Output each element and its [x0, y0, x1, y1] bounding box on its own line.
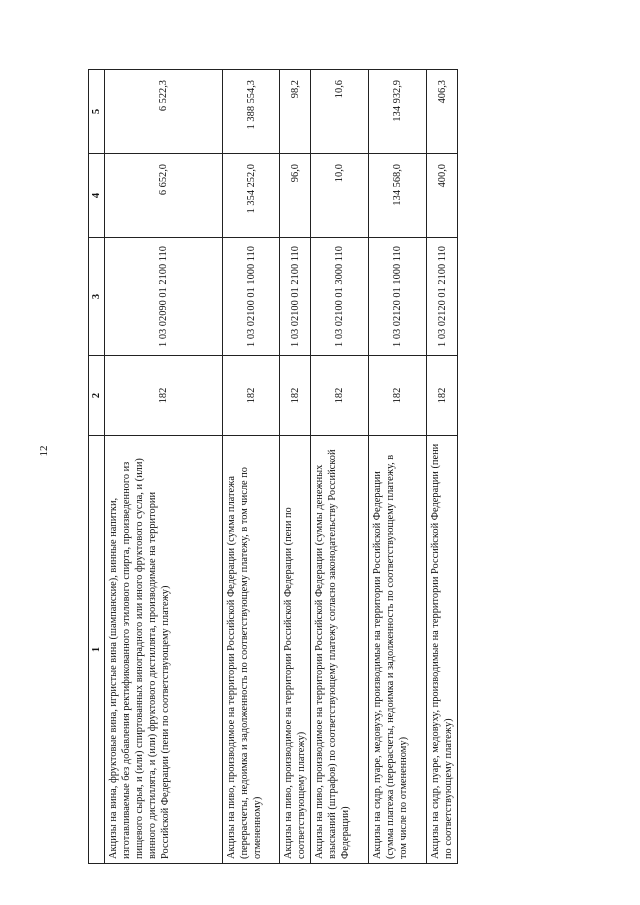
row-budget-code: 1 03 02100 01 3000 110: [311, 238, 369, 356]
row-name: Акцизы на пиво, производимое на территории Российской Федерации (суммы денежных взысканий (штрафов) по соответствующему платежу согласно законодательству Российской Федерации): [311, 436, 369, 864]
row-budget-code: 1 03 02100 01 1000 110: [223, 238, 280, 356]
table-row: [223, 70, 280, 864]
row-budget-code: 1 03 02100 01 2100 110: [280, 238, 311, 356]
row-budget-code: 1 03 02090 01 2100 110: [105, 238, 223, 356]
row-admin-code: 182: [105, 356, 223, 436]
row-value-col5: 6 522,3: [105, 70, 223, 154]
table-row: [105, 70, 223, 864]
row-budget-code: 1 03 02120 01 2100 110: [427, 238, 458, 356]
row-budget-code: 1 03 02120 01 1000 110: [369, 238, 427, 356]
row-value-col5: 134 932,9: [369, 70, 427, 154]
column-header: 1: [89, 436, 105, 864]
row-name: Акцизы на сидр, пуаре, медовуху, производимые на территории Российской Федерации (сумма платежа (перерасчеты, недоимка и задолженность по соответствующему платежу, в том числе по отмененному): [369, 436, 427, 864]
column-header: 4: [89, 154, 105, 238]
row-value-col5: 406,3: [427, 70, 458, 154]
table-row: [427, 70, 458, 864]
row-name: Акцизы на пиво, производимое на территории Российской Федерации (пени по соответствующему платежу): [280, 436, 311, 864]
row-name: Акцизы на сидр, пуаре, медовуху, производимые на территории Российской Федерации (пени по соответствующему платежу): [427, 436, 458, 864]
page-number: 12: [38, 445, 50, 457]
column-header: 5: [89, 70, 105, 154]
table-row: [311, 70, 369, 864]
column-header: 2: [89, 356, 105, 436]
revenue-table: [88, 69, 458, 864]
row-value-col4: 400,0: [427, 154, 458, 238]
row-value-col5: 98,2: [280, 70, 311, 154]
row-value-col4: 1 354 252,0: [223, 154, 280, 238]
row-value-col4: 134 568,0: [369, 154, 427, 238]
row-value-col4: 96,0: [280, 154, 311, 238]
row-admin-code: 182: [427, 356, 458, 436]
rotated-table-container: [88, 70, 454, 864]
row-admin-code: 182: [311, 356, 369, 436]
row-value-col5: 10,6: [311, 70, 369, 154]
row-admin-code: 182: [369, 356, 427, 436]
column-header: 3: [89, 238, 105, 356]
row-admin-code: 182: [223, 356, 280, 436]
row-name: Акцизы на вина, фруктовые вина, игристые вина (шампанские), винные напитки, изготавливаемые без добавления ректификованного этилового спирта, произведенного из пищевого сырья, и (или) спиртованных виноградного или иного фруктового сусла, и (или) винного дистиллята, и (или) фруктового дистиллята, производимые на территории Российской Федерации (пени по соответствующему платежу): [105, 436, 223, 864]
row-value-col4: 6 652,0: [105, 154, 223, 238]
table-header-row: [89, 70, 105, 864]
row-admin-code: 182: [280, 356, 311, 436]
table-row: [280, 70, 311, 864]
row-name: Акцизы на пиво, производимое на территории Российской Федерации (сумма платежа (перерасчеты, недоимка и задолженность по соответствующему платежу, в том числе по отмененному): [223, 436, 280, 864]
table-row: [369, 70, 427, 864]
row-value-col4: 10,0: [311, 154, 369, 238]
row-value-col5: 1 388 554,3: [223, 70, 280, 154]
